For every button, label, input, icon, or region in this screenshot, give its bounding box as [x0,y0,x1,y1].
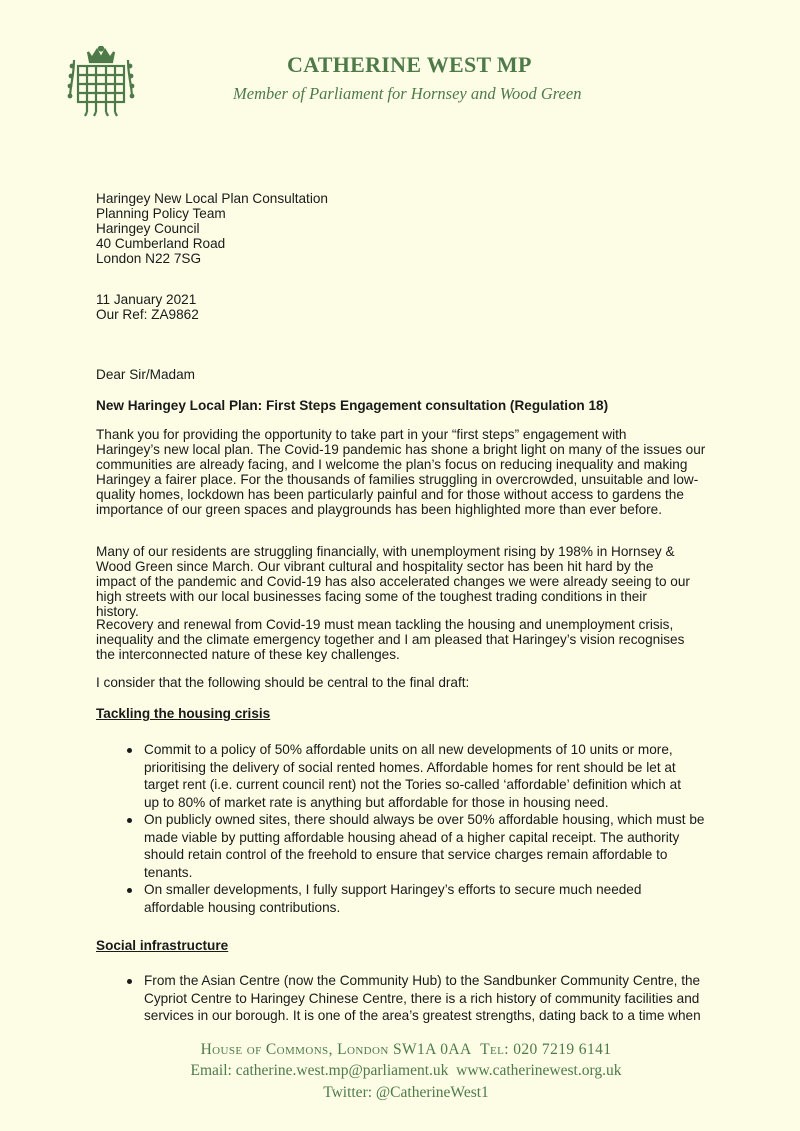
text-line: high streets with our local businesses facing some of the toughest trading conditions in their [96,589,647,604]
footer-address: House of Commons, London SW1A 0AA [200,1041,472,1058]
social-infrastructure-bullet-list [122,972,701,1025]
text-line: services in our borough. It is one of the area’s greatest strengths, dating back to a time when [144,1008,701,1023]
footer-twitter: Twitter: @CatherineWest1 [323,1084,489,1101]
body-paragraph [96,544,708,619]
text-line: history. [96,604,139,619]
letter-meta [96,292,199,322]
bullet-icon [127,979,132,984]
salutation: Dear Sir/Madam [96,367,195,382]
text-line: tenants. [144,864,193,880]
footer-website: www.catherinewest.org.uk [456,1062,622,1079]
footer-address-line [6,1042,800,1057]
text-line: impact of the pandemic and Covid-19 has also accelerated changes we were already seeing to our [96,574,690,589]
footer-telephone: Tel: 020 7219 6141 [480,1041,612,1058]
letter-reference: Our Ref: ZA9862 [96,307,199,322]
text-line: quality homes, lockdown has been particularly painful and for those without access to gardens the [96,487,684,502]
mp-name: CATHERINE WEST MP [287,52,532,77]
bullet-icon [127,818,132,823]
section-heading-housing: Tackling the housing crisis [96,706,271,721]
text-line: up to 80% of market rate is anything but affordable for those in housing need. [144,794,609,810]
text-line: Wood Green since March. Our vibrant cultural and hospitality sector has been hit hard by the [96,559,654,574]
text-line: target rent (i.e. current council rent) not the Tories so-called ‘affordable’ definition which at [144,777,681,792]
text-line: should retain control of the freehold to ensure that service charges remain affordable to [144,847,668,862]
address-line: Haringey Council [96,221,200,236]
mp-subtitle: Member of Parliament for Hornsey and Wood Green [233,84,582,103]
list-item [122,811,704,881]
text-line: prioritising the delivery of social rented homes. Affordable homes for rent should be let at [144,759,676,775]
body-paragraph [96,675,708,690]
text-line: Many of our residents are struggling financially, with unemployment rising by 198% in Hornsey & [96,544,675,559]
text-line: made viable by putting affordable housing ahead of a higher capital receipt. The authority [144,829,680,845]
text-line: inequality and the climate emergency together and I am pleased that Haringey’s vision recognises [96,632,685,647]
text-line: the interconnected nature of these key challenges. [96,647,400,662]
housing-bullet-list [122,741,704,916]
text-line: Thank you for providing the opportunity to take part in your “first steps” engagement with [96,427,627,442]
recipient-address [96,191,328,266]
address-line: 40 Cumberland Road [96,236,226,251]
bullet-icon [127,748,132,753]
letter-date: 11 January 2021 [96,292,197,307]
subject-line: New Haringey Local Plan: First Steps Engagement consultation (Regulation 18) [96,398,609,413]
list-item [122,881,704,916]
text-line: Haringey a fairer place. For the thousands of families struggling in overcrowded, unsuitable and low- [96,472,699,487]
text-line: On smaller developments, I fully support Haringey’s efforts to secure much needed [144,882,642,897]
footer-contact-line [6,1063,800,1078]
bullet-icon [127,888,132,893]
list-item [122,741,704,811]
text-line: Haringey’s new local plan. The Covid-19 pandemic has shone a bright light on many of the issues our [96,442,706,457]
text-line: Commit to a policy of 50% affordable units on all new developments of 10 units or more, [144,742,673,757]
body-paragraph [96,427,708,517]
text-line: From the Asian Centre (now the Community Hub) to the Sandbunker Community Centre, the [144,973,701,988]
text-line: importance of our green spaces and playgrounds has been highlighted more than ever before. [96,502,663,517]
text-line: Recovery and renewal from Covid-19 must mean tackling the housing and unemployment crisis, [96,617,674,632]
list-item [122,972,701,1025]
section-heading-social-infrastructure: Social infrastructure [96,938,229,953]
footer-email: Email: catherine.west.mp@parliament.uk [190,1062,449,1079]
text-line: On publicly owned sites, there should always be over 50% affordable housing, which must be [144,812,705,827]
text-line: I consider that the following should be central to the final draft: [96,675,470,690]
text-line: communities are already facing, and I welcome the plan’s focus on reducing inequality and making [96,457,688,472]
address-line: Planning Policy Team [96,206,226,221]
portcullis-icon [66,46,136,120]
text-line: Cypriot Centre to Haringey Chinese Centre, there is a rich history of community facilities and [144,990,700,1006]
address-line: Haringey New Local Plan Consultation [96,191,328,206]
address-line: London N22 7SG [96,251,202,266]
body-paragraph [96,617,708,662]
text-line: affordable housing contributions. [144,899,341,915]
